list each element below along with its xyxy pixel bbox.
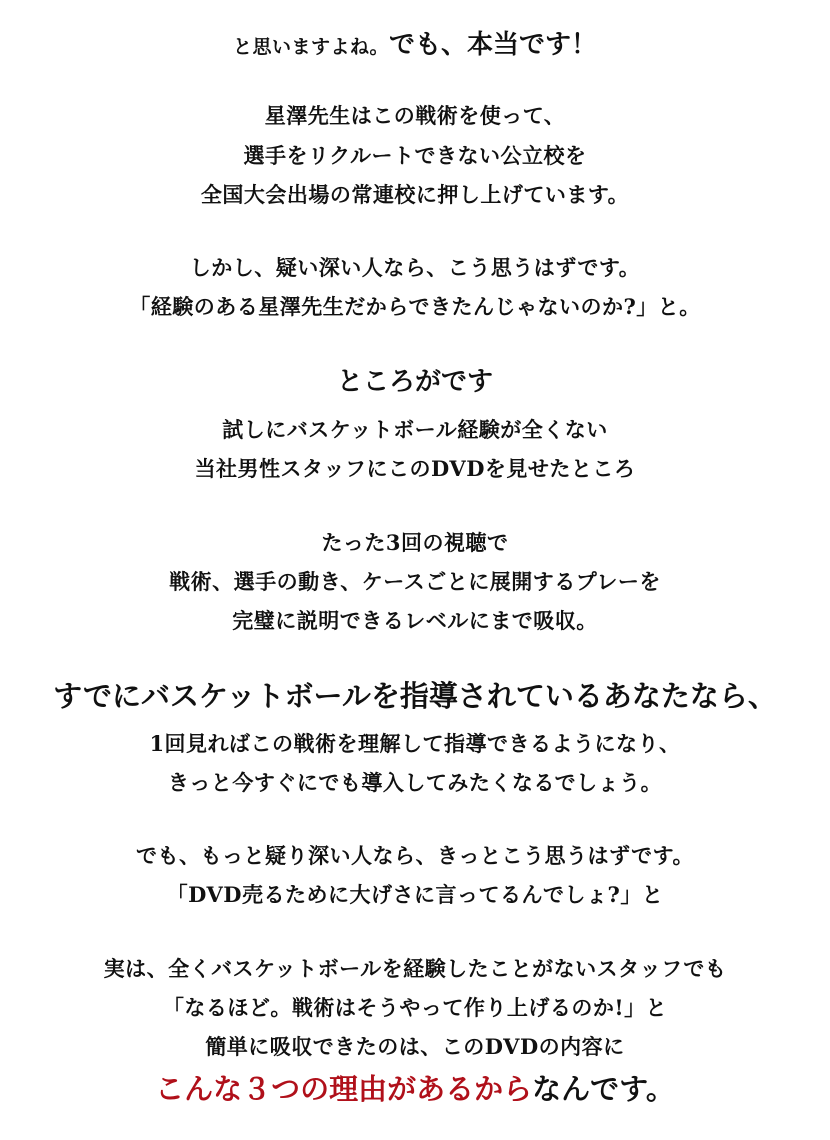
paragraph-line: 「DVD売るために大げさに言ってるんでしょ?」と (166, 882, 664, 907)
paragraph-line: たった3回の視聴で (321, 530, 509, 555)
paragraph-line: 全国大会出場の常連校に押し上げています。 (200, 182, 630, 207)
paragraph-line: 完璧に説明できるレベルにまで吸収。 (232, 608, 598, 633)
section-heading: ところがです (336, 367, 493, 397)
opening-small-text: と思いますよね。 (232, 36, 389, 58)
closing-red-text: こんな３つの理由があるから (155, 1072, 533, 1106)
paragraph-line: 戦術、選手の動き、ケースごとに展開するプレーを (169, 569, 661, 594)
closing-black-text: なんです。 (532, 1072, 675, 1106)
paragraph-line: 1回見ればこの戦術を理解して指導できるようになり、 (149, 731, 681, 756)
paragraph-line: 当社男性スタッフにこのDVDを見せたところ (194, 456, 636, 481)
opening-emphasis-text: でも、本当です！ (389, 30, 598, 60)
opening-line (0, 32, 830, 58)
closing-emphasis-line (0, 1072, 830, 1106)
paragraph-line: 選手をリクルートできない公立校を (243, 143, 587, 168)
section-heading: すでにバスケットボールを指導されているあなたなら、 (53, 679, 777, 713)
paragraph-line: 「なるほど。戦術はそうやって作り上げるのか!」と (162, 995, 668, 1020)
paragraph-line: きっと今すぐにでも導入してみたくなるでしょう。 (167, 770, 663, 795)
paragraph-line: 実は、全くバスケットボールを経験したことがないスタッフでも (103, 956, 727, 981)
paragraph-line: 「経験のある星澤先生だからできたんじゃないのか?」と。 (129, 294, 701, 319)
paragraph-line: 試しにバスケットボール経験が全くない (222, 417, 608, 442)
paragraph-line: 簡単に吸収できたのは、このDVDの内容に (205, 1034, 625, 1059)
paragraph-line: 星澤先生はこの戦術を使って、 (264, 103, 566, 128)
paragraph-line: でも、もっと疑り深い人なら、きっとこう思うはずです。 (136, 843, 694, 868)
paragraph-line: しかし、疑い深い人なら、こう思うはずです。 (189, 255, 641, 280)
